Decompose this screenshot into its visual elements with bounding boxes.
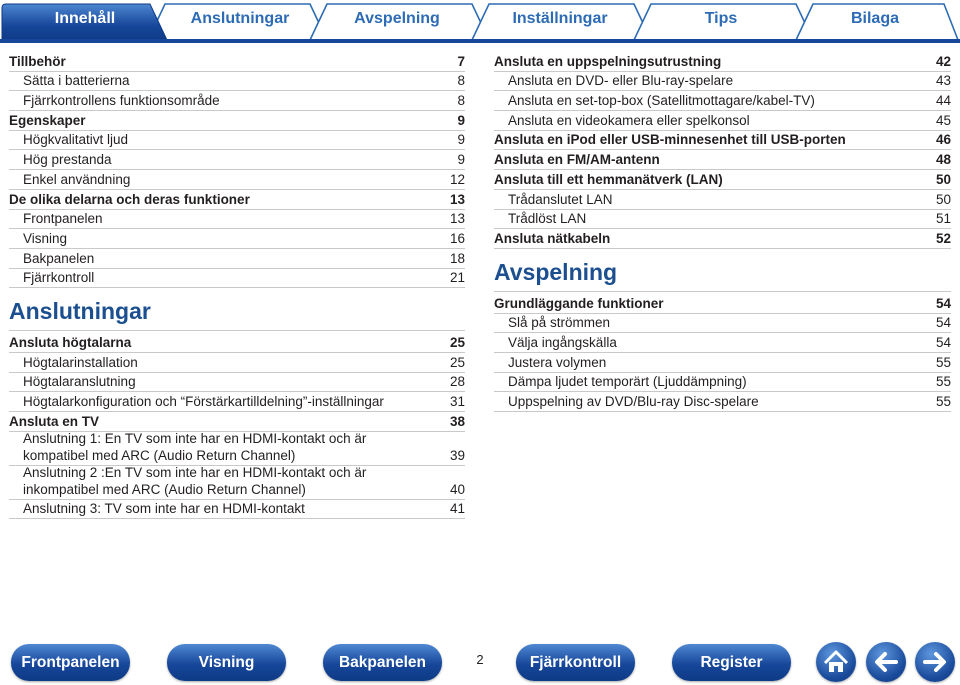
toc-entry-page: 13 [449, 191, 465, 207]
toc-entry-title: Fjärrkontrollens funktionsområde [23, 93, 220, 109]
toc-entry-page: 42 [935, 53, 951, 69]
toc-entry[interactable] [494, 353, 951, 373]
toc-entry[interactable] [494, 190, 951, 210]
toc-entry[interactable] [9, 91, 465, 111]
toc-entry-title: Hög prestanda [23, 152, 112, 168]
toc-entry-title-line2: kompatibel med ARC (Audio Return Channel) [23, 447, 296, 463]
toc-entry-page: 28 [449, 374, 465, 390]
toc-entry[interactable] [494, 294, 951, 314]
toc-entry-page: 44 [935, 93, 951, 109]
toc-entry-page: 8 [457, 93, 465, 109]
tab-anslutningar[interactable]: Anslutningar [190, 10, 290, 27]
toc-entry[interactable] [9, 500, 465, 520]
toc-entry-title: Bakpanelen [23, 250, 95, 266]
toc-entry-page: 18 [449, 250, 465, 266]
toc-list-anslutningar [9, 333, 465, 519]
home-icon [816, 642, 856, 682]
toc-entry[interactable] [494, 170, 951, 190]
toc-entry[interactable] [9, 373, 465, 393]
toc-entry-title: Ansluta högtalarna [9, 334, 132, 350]
section-title-anslutningar: Anslutningar [9, 291, 465, 331]
toc-entry[interactable] [9, 432, 465, 466]
toc-entry[interactable] [9, 353, 465, 373]
toc-entry-title: Ansluta en FM/AM-antenn [494, 152, 660, 168]
toc-entry-page: 13 [449, 211, 465, 227]
toc-entry[interactable] [9, 131, 465, 151]
toc-entry[interactable] [494, 131, 951, 151]
toc-entry[interactable] [494, 229, 951, 249]
toc-entry-title: Ansluta till ett hemmanätverk (LAN) [494, 171, 723, 187]
toc-entry[interactable] [494, 91, 951, 111]
frontpanelen-button[interactable]: Frontpanelen [11, 644, 130, 681]
toc-entry-title: Egenskaper [9, 112, 86, 128]
toc-entry-page: 55 [935, 374, 951, 390]
toc-entry-page: 54 [935, 334, 951, 350]
toc-entry[interactable] [494, 373, 951, 393]
toc-entry-title: Tillbehör [9, 53, 66, 69]
toc-entry-page: 46 [935, 132, 951, 148]
toc-entry-page: 55 [935, 354, 951, 370]
toc-entry-page: 39 [449, 447, 465, 463]
toc-entry-page: 41 [449, 501, 465, 517]
toc-right-column [494, 52, 951, 412]
toc-entry-title: Dämpa ljudet temporärt (Ljuddämpning) [508, 374, 747, 390]
forward-button[interactable] [915, 642, 955, 682]
toc-entry[interactable] [494, 333, 951, 353]
toc-entry[interactable] [494, 314, 951, 334]
toc-entry-title: Högkvalitativt ljud [23, 132, 129, 148]
toc-entry[interactable] [9, 466, 465, 500]
toc-entry-page: 45 [935, 112, 951, 128]
toc-entry-title: Ansluta en uppspelningsutrustning [494, 53, 722, 69]
toc-entry-page: 54 [935, 295, 951, 311]
toc-entry-page: 9 [457, 132, 465, 148]
page-number: 2 [476, 652, 484, 667]
toc-entry-page: 16 [449, 230, 465, 246]
toc-entry-title: Ansluta en DVD- eller Blu-ray-spelare [508, 73, 734, 89]
tab-installningar[interactable]: Inställningar [512, 10, 608, 27]
back-arrow-icon [866, 642, 906, 682]
toc-entry-page: 38 [449, 413, 465, 429]
toc-entry[interactable] [494, 150, 951, 170]
toc-entry-page: 52 [935, 230, 951, 246]
toc-entry[interactable] [494, 392, 951, 412]
toc-entry-page: 54 [935, 315, 951, 331]
toc-entry-title: Uppspelning av DVD/Blu-ray Disc-spelare [508, 394, 759, 409]
toc-entry-page: 50 [935, 191, 951, 207]
toc-entry[interactable] [494, 210, 951, 230]
toc-entry[interactable] [9, 190, 465, 210]
visning-button[interactable]: Visning [167, 644, 286, 681]
toc-entry[interactable] [9, 229, 465, 249]
toc-entry-page: 25 [449, 334, 465, 350]
toc-entry[interactable] [9, 150, 465, 170]
toc-entry-title: Anslutning 3: TV som inte har en HDMI-kontakt [23, 501, 305, 517]
toc-entry-title: Ansluta en TV [9, 413, 100, 429]
toc-entry[interactable] [494, 52, 951, 72]
toc-entry-title: Justera volymen [508, 354, 607, 370]
toc-entry[interactable] [9, 333, 465, 353]
forward-arrow-icon [915, 642, 955, 682]
toc-entry-title: Sätta i batterierna [23, 73, 130, 89]
toc-entry-title-line2: inkompatibel med ARC (Audio Return Channel) [23, 481, 306, 497]
toc-entry-title: Högtalarinstallation [23, 354, 138, 370]
tab-innehall[interactable]: Innehåll [54, 10, 116, 27]
toc-entry-page: 51 [935, 211, 951, 227]
top-tab-bar [0, 0, 960, 44]
toc-entry-title: Grundläggande funktioner [494, 295, 664, 311]
toc-list-avspelning [494, 294, 951, 412]
toc-entry-title: Ansluta en videokamera eller spelkonsol [508, 112, 750, 128]
toc-entry-page: 43 [935, 73, 951, 89]
tab-bilaga[interactable]: Bilaga [850, 10, 899, 27]
toc-entry[interactable] [9, 111, 465, 131]
tab-tips[interactable]: Tips [704, 10, 738, 27]
toc-entry-page: 55 [935, 394, 951, 409]
toc-entry-title: Ansluta nätkabeln [494, 230, 611, 246]
toc-entry-title: De olika delarna och deras funktioner [9, 191, 250, 207]
toc-entry-title: Ansluta en set-top-box (Satellitmottagare/kabel-TV) [508, 93, 815, 109]
toc-list-anslutningar-cont [494, 52, 951, 249]
toc-entry-title-line1: Anslutning 1: En TV som inte har en HDMI-kontakt och är [23, 430, 367, 446]
toc-entry-page: 50 [935, 171, 951, 187]
toc-entry[interactable] [9, 269, 465, 289]
toc-entry-title: Frontpanelen [23, 211, 103, 227]
toc-entry-page: 12 [449, 171, 465, 187]
toc-entry-title [23, 430, 425, 464]
toc-entry-page: 9 [457, 152, 465, 168]
toc-entry-title: Enkel användning [23, 171, 131, 187]
toc-entry[interactable] [9, 52, 465, 72]
toc-entry-page: 48 [935, 152, 951, 168]
section-title-avspelning: Avspelning [494, 252, 951, 292]
toc-entry-title: Högtalaranslutning [23, 374, 136, 390]
toc-entry[interactable] [494, 111, 951, 131]
toc-entry-title: Välja ingångskälla [508, 334, 617, 350]
toc-entry-page: 25 [449, 354, 465, 370]
toc-entry-title: Fjärrkontroll [23, 270, 95, 286]
register-button[interactable]: Register [672, 644, 791, 681]
back-button[interactable] [866, 642, 906, 682]
toc-entry-title-line1: Anslutning 2 :En TV som inte har en HDMI-kontakt och är [23, 464, 367, 480]
toc-entry-title: Slå på strömmen [508, 315, 611, 331]
toc-entry-title: Högtalarkonfiguration och “Förstärkartilldelning”-inställningar [23, 394, 384, 409]
toc-entry[interactable] [9, 392, 465, 412]
toc-entry-title: Trådlöst LAN [508, 211, 587, 227]
toc-entry-page: 7 [457, 53, 465, 69]
toc-left-column [9, 52, 465, 519]
home-button[interactable] [816, 642, 856, 682]
toc-entry-page: 8 [457, 73, 465, 89]
toc-entry-page: 21 [449, 270, 465, 286]
bakpanelen-button[interactable]: Bakpanelen [323, 644, 442, 681]
toc-entry[interactable] [9, 249, 465, 269]
toc-entry[interactable] [9, 72, 465, 92]
toc-entry-title: Trådanslutet LAN [508, 191, 613, 207]
toc-entry-title: Visning [23, 230, 68, 246]
toc-entry-title: Ansluta en iPod eller USB-minnesenhet till USB-porten [494, 132, 846, 148]
toc-entry-page: 31 [449, 394, 465, 409]
fjarrkontroll-button[interactable]: Fjärrkontroll [516, 644, 635, 681]
toc-entry-page: 40 [449, 481, 465, 497]
toc-entry-page: 9 [457, 112, 465, 128]
toc-entry[interactable] [494, 72, 951, 92]
toc-entry[interactable] [9, 170, 465, 190]
toc-entry-title [23, 464, 425, 498]
toc-list-contents [9, 52, 465, 288]
toc-entry[interactable] [9, 210, 465, 230]
tab-avspelning[interactable]: Avspelning [354, 10, 440, 27]
